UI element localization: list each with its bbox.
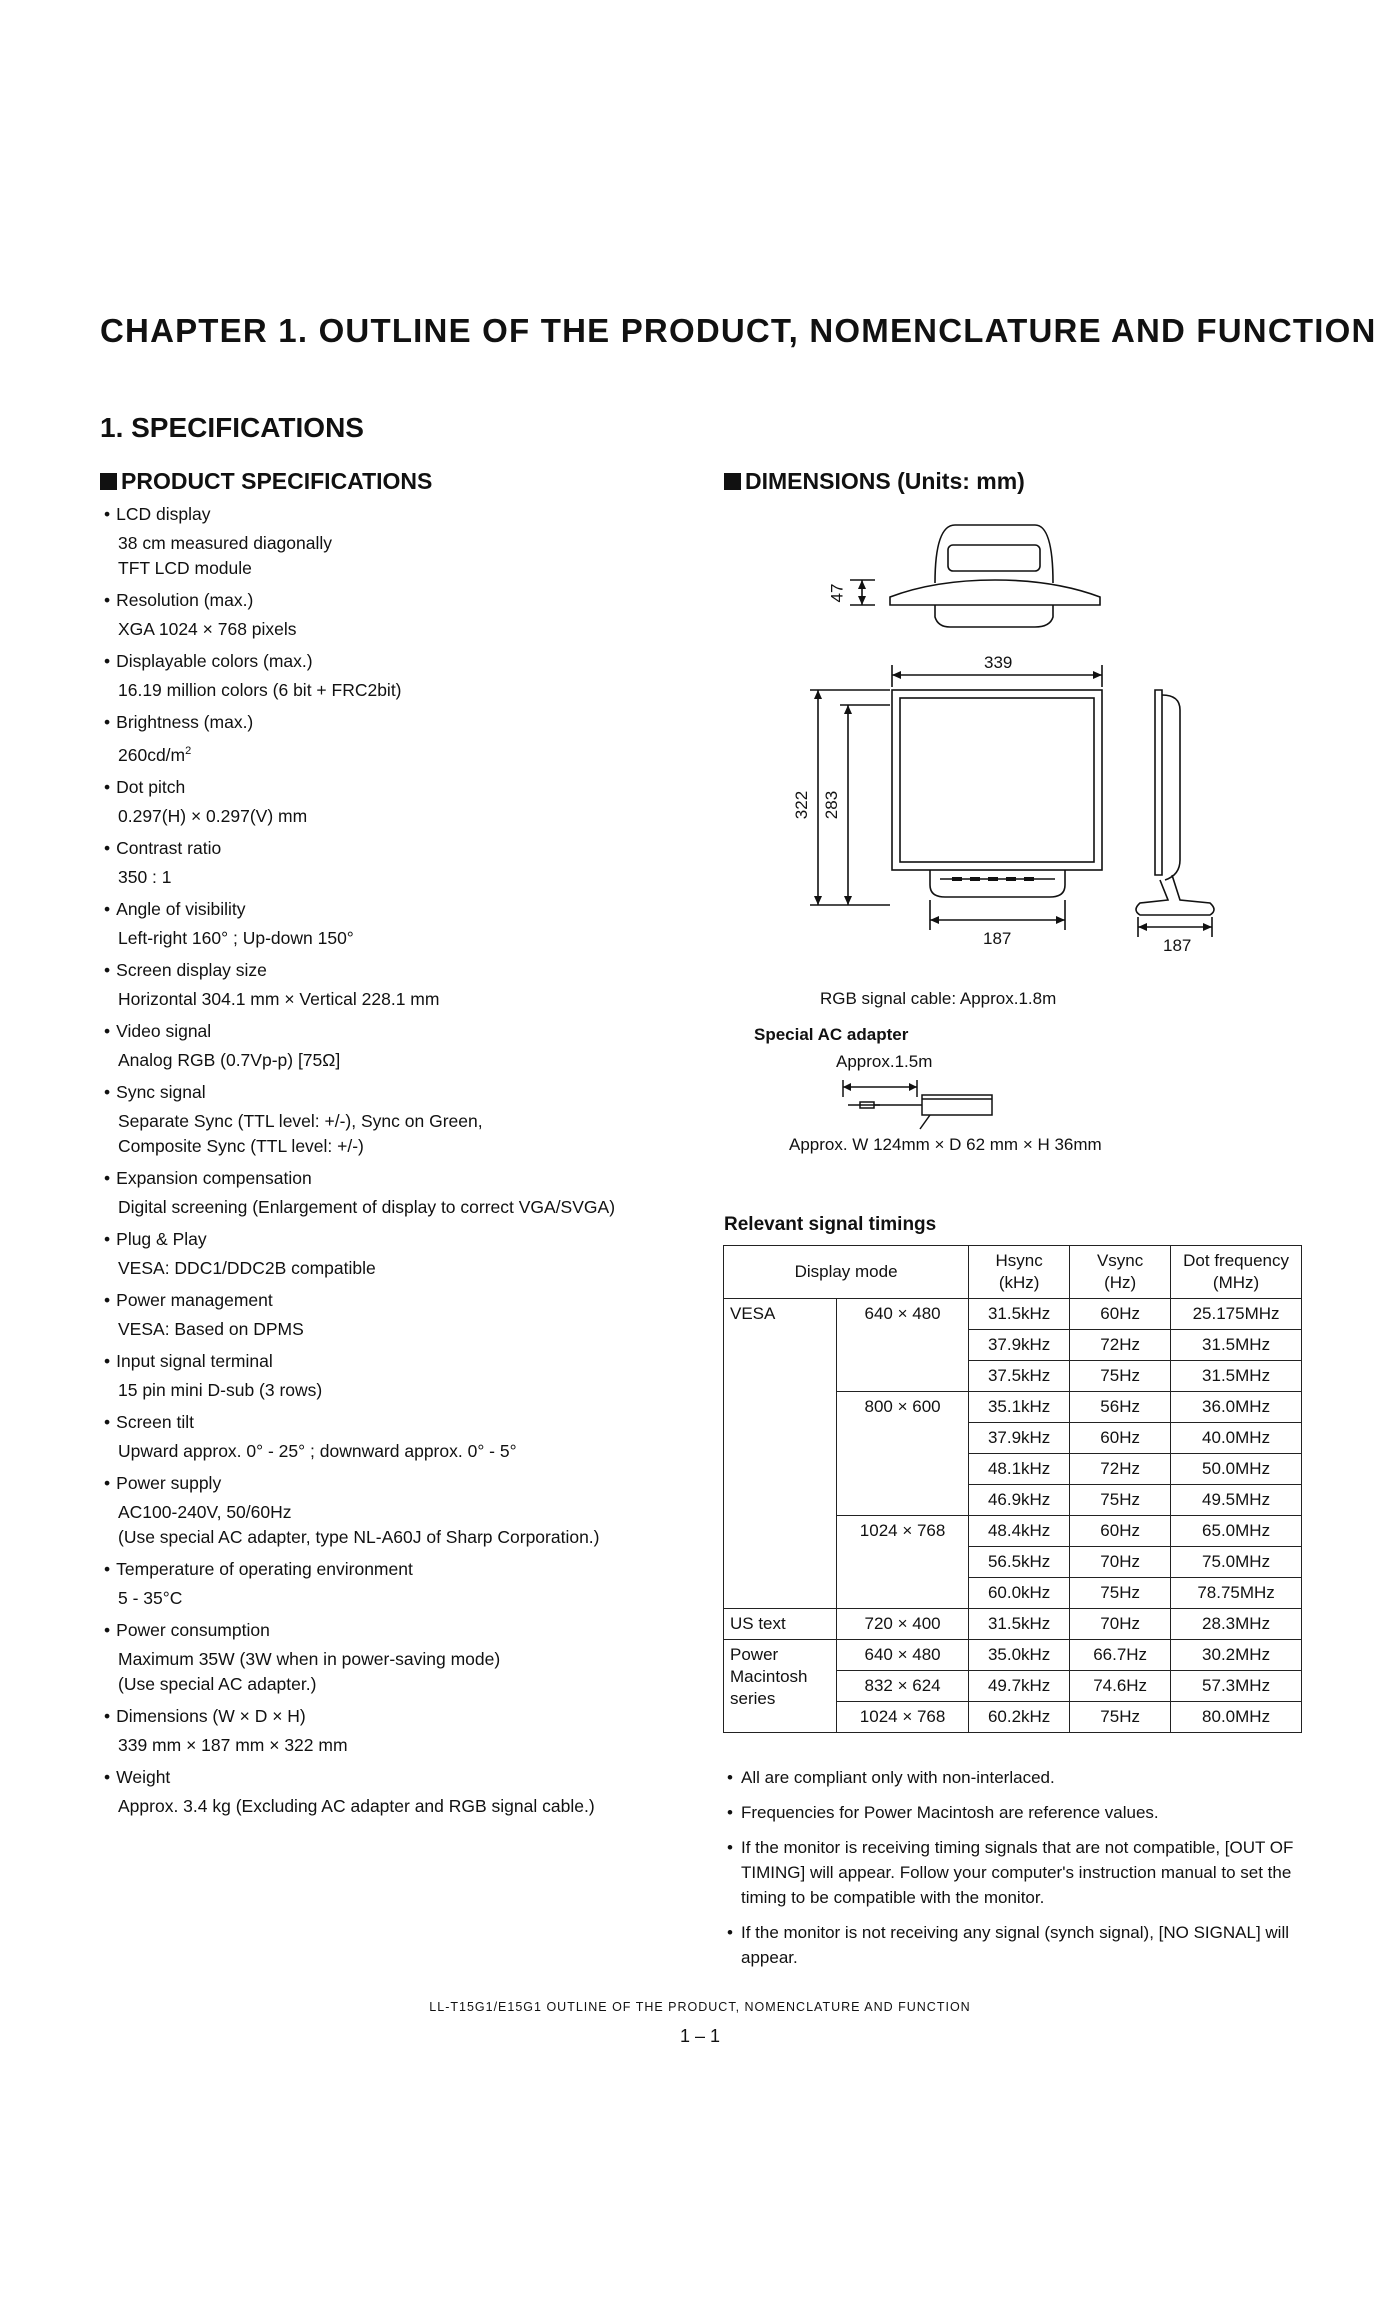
spec-value xyxy=(104,1436,664,1469)
spec-item xyxy=(104,1702,664,1763)
table-row xyxy=(724,1609,1302,1640)
spec-label: • Input signal terminal xyxy=(104,1347,664,1375)
hsync-cell: 48.1kHz xyxy=(969,1454,1070,1485)
col-display-mode: Display mode xyxy=(724,1246,969,1299)
side-view-back xyxy=(1162,695,1180,880)
dot-cell: 40.0MHz xyxy=(1171,1423,1302,1454)
table-row xyxy=(724,1640,1302,1671)
spec-label: • Plug & Play xyxy=(104,1225,664,1253)
resolution-cell: 832 × 624 xyxy=(837,1671,969,1702)
front-view-bezel xyxy=(892,690,1102,870)
spec-value xyxy=(104,614,664,647)
chapter-title: CHAPTER 1. OUTLINE OF THE PRODUCT, NOMENCLATURE AND FUNCTION xyxy=(100,312,1377,349)
side-view-stand xyxy=(1136,875,1214,915)
note-item: • All are compliant only with non-interlaced. xyxy=(727,1765,1307,1790)
spec-item xyxy=(104,834,664,895)
spec-value xyxy=(104,1497,664,1555)
adapter-size: Approx. W 124mm × D 62 mm × H 36mm xyxy=(789,1135,1102,1154)
group-cell: VESA xyxy=(724,1299,837,1609)
dot-cell: 25.175MHz xyxy=(1171,1299,1302,1330)
adapter-cord-length: Approx.1.5m xyxy=(836,1052,933,1071)
ac-adapter-icon xyxy=(840,1075,1000,1135)
vsync-cell: 60Hz xyxy=(1070,1516,1171,1547)
spec-value-text: XGA 1024 × 768 pixels xyxy=(118,619,297,639)
vsync-cell: 70Hz xyxy=(1070,1547,1171,1578)
page-number: 1 – 1 xyxy=(679,2026,721,2046)
vsync-cell: 60Hz xyxy=(1070,1299,1171,1330)
vsync-cell: 75Hz xyxy=(1070,1578,1171,1609)
spec-value-text: 339 mm × 187 mm × 322 mm xyxy=(118,1734,348,1755)
spec-value xyxy=(104,1375,664,1408)
dot-cell: 28.3MHz xyxy=(1171,1609,1302,1640)
timings-title: Relevant signal timings xyxy=(724,1214,937,1235)
spec-value-superscript: 2 xyxy=(185,745,192,757)
resolution-cell: 720 × 400 xyxy=(837,1609,969,1640)
spec-item xyxy=(104,1225,664,1286)
dot-cell: 65.0MHz xyxy=(1171,1516,1302,1547)
spec-item xyxy=(104,1555,664,1616)
spec-item xyxy=(104,647,664,708)
spec-value-text: Separate Sync (TTL level: +/-), Sync on Green, Composite Sync (TTL level: +/-) xyxy=(118,1110,483,1156)
spec-value-text: 16.19 million colors (6 bit + FRC2bit) xyxy=(118,680,402,700)
hsync-cell: 37.9kHz xyxy=(969,1330,1070,1361)
hsync-cell: 48.4kHz xyxy=(969,1516,1070,1547)
spec-value xyxy=(104,862,664,895)
resolution-cell: 640 × 480 xyxy=(837,1299,969,1392)
spec-label: • Displayable colors (max.) xyxy=(104,647,664,675)
spec-label: • Expansion compensation xyxy=(104,1164,664,1192)
spec-value xyxy=(104,1730,664,1763)
spec-value xyxy=(104,1106,664,1164)
depth-label: 47 xyxy=(827,583,847,603)
spec-value-text: 260cd/m xyxy=(118,744,186,765)
dot-cell: 36.0MHz xyxy=(1171,1392,1302,1423)
dot-cell: 50.0MHz xyxy=(1171,1454,1302,1485)
spec-value xyxy=(104,1192,664,1225)
spec-item xyxy=(104,1286,664,1347)
dimensions-heading: DIMENSIONS (Units: mm) xyxy=(724,468,1025,495)
spec-label: • Power management xyxy=(104,1286,664,1314)
width-label: 339 xyxy=(984,653,1013,672)
spec-value-text: VESA: Based on DPMS xyxy=(118,1318,304,1339)
hsync-cell: 46.9kHz xyxy=(969,1485,1070,1516)
top-view-screen-outline xyxy=(935,525,1053,583)
note-item: • Frequencies for Power Macintosh are reference values. xyxy=(727,1800,1307,1825)
base-front-label: 187 xyxy=(983,929,1012,948)
spec-value xyxy=(104,923,664,956)
dimension-arrows xyxy=(814,580,1212,931)
hsync-cell: 60.2kHz xyxy=(969,1702,1070,1733)
vsync-cell: 75Hz xyxy=(1070,1361,1171,1392)
col-dot-frequency: Dot frequency (MHz) xyxy=(1171,1246,1302,1299)
dot-cell: 57.3MHz xyxy=(1171,1671,1302,1702)
vsync-cell: 60Hz xyxy=(1070,1423,1171,1454)
spec-label: • LCD display xyxy=(104,500,664,528)
adapter-title: Special AC adapter xyxy=(754,1025,909,1044)
resolution-cell: 1024 × 768 xyxy=(837,1702,969,1733)
spec-value-text: Digital screening (Enlargement of display to correct VGA/SVGA) xyxy=(118,1196,616,1217)
height-screen-label: 283 xyxy=(822,790,842,820)
spec-item xyxy=(104,1763,664,1824)
rgb-cable-text: RGB signal cable: Approx.1.8m xyxy=(820,989,1057,1008)
spec-value-text: Horizontal 304.1 mm × Vertical 228.1 mm xyxy=(118,988,440,1009)
hsync-cell: 60.0kHz xyxy=(969,1578,1070,1609)
spec-value-text: Maximum 35W (3W when in power-saving mode) (Use special AC adapter.) xyxy=(118,1648,501,1694)
hsync-cell: 31.5kHz xyxy=(969,1609,1070,1640)
spec-label: • Screen display size xyxy=(104,956,664,984)
resolution-cell: 800 × 600 xyxy=(837,1392,969,1516)
spec-label: • Dot pitch xyxy=(104,773,664,801)
product-specs-heading: PRODUCT SPECIFICATIONS xyxy=(100,468,432,495)
spec-value xyxy=(104,1253,664,1286)
spec-value-text: Analog RGB (0.7Vp-p) [75Ω] xyxy=(118,1049,341,1070)
spec-item xyxy=(104,1408,664,1469)
spec-label: • Temperature of operating environment xyxy=(104,1555,664,1583)
spec-item xyxy=(104,1078,664,1164)
group-cell: Power Macintosh series xyxy=(724,1640,837,1733)
dot-cell: 31.5MHz xyxy=(1171,1361,1302,1392)
dot-cell: 78.75MHz xyxy=(1171,1578,1302,1609)
dot-cell: 30.2MHz xyxy=(1171,1640,1302,1671)
height-total-label: 322 xyxy=(792,790,812,820)
hsync-cell: 56.5kHz xyxy=(969,1547,1070,1578)
vsync-cell: 75Hz xyxy=(1070,1702,1171,1733)
spec-value xyxy=(104,1045,664,1078)
spec-value-text: VESA: DDC1/DDC2B compatible xyxy=(118,1257,376,1278)
top-view-stand xyxy=(935,605,1053,627)
spec-label: • Angle of visibility xyxy=(104,895,664,923)
hsync-cell: 37.5kHz xyxy=(969,1361,1070,1392)
spec-item xyxy=(104,1347,664,1408)
vsync-cell: 72Hz xyxy=(1070,1330,1171,1361)
spec-item xyxy=(104,500,664,586)
note-item: • If the monitor is not receiving any signal (synch signal), [NO SIGNAL] will appear. xyxy=(727,1920,1307,1970)
dot-cell: 80.0MHz xyxy=(1171,1702,1302,1733)
table-header-row xyxy=(724,1246,1302,1299)
spec-label: • Sync signal xyxy=(104,1078,664,1106)
spec-value xyxy=(104,984,664,1017)
note-item: • If the monitor is receiving timing signals that are not compatible, [OUT OF TIMING] will appear. Follow your computer's instruction manual to set the timing to be compatible with the monitor. xyxy=(727,1835,1307,1910)
resolution-cell: 1024 × 768 xyxy=(837,1516,969,1609)
vsync-cell: 56Hz xyxy=(1070,1392,1171,1423)
spec-label: • Screen tilt xyxy=(104,1408,664,1436)
spec-value-text: 0.297(H) × 0.297(V) mm xyxy=(118,805,308,826)
spec-value-text: 38 cm measured diagonally TFT LCD module xyxy=(118,533,333,578)
vsync-cell: 70Hz xyxy=(1070,1609,1171,1640)
spec-label: • Contrast ratio xyxy=(104,834,664,862)
spec-value xyxy=(104,528,664,586)
col-vsync: Vsync (Hz) xyxy=(1070,1246,1171,1299)
spec-value xyxy=(104,1644,664,1702)
square-bullet-icon xyxy=(724,473,741,490)
spec-value xyxy=(104,1314,664,1347)
spec-item xyxy=(104,895,664,956)
spec-item xyxy=(104,956,664,1017)
hsync-cell: 37.9kHz xyxy=(969,1423,1070,1454)
base-side-label: 187 xyxy=(1163,936,1192,955)
dot-cell: 49.5MHz xyxy=(1171,1485,1302,1516)
spec-value-text: 350 : 1 xyxy=(118,866,172,887)
spec-list xyxy=(104,500,664,1824)
dot-cell: 31.5MHz xyxy=(1171,1330,1302,1361)
spec-label: • Power supply xyxy=(104,1469,664,1497)
col-hsync: Hsync (kHz) xyxy=(969,1246,1070,1299)
resolution-cell: 640 × 480 xyxy=(837,1640,969,1671)
hsync-cell: 49.7kHz xyxy=(969,1671,1070,1702)
square-bullet-icon xyxy=(100,473,117,490)
spec-label: • Weight xyxy=(104,1763,664,1791)
spec-item xyxy=(104,1469,664,1555)
spec-item xyxy=(104,1164,664,1225)
dimension-drawings xyxy=(740,505,1260,1165)
front-view-screen xyxy=(900,698,1094,862)
spec-value-text: Left-right 160° ; Up-down 150° xyxy=(118,927,354,948)
spec-label: • Power consumption xyxy=(104,1616,664,1644)
front-view-stand xyxy=(930,870,1065,897)
hsync-cell: 31.5kHz xyxy=(969,1299,1070,1330)
hsync-cell: 35.0kHz xyxy=(969,1640,1070,1671)
top-view-window xyxy=(948,545,1040,571)
spec-value-text: AC100-240V, 50/60Hz (Use special AC adapter, type NL-A60J of Sharp Corporation.) xyxy=(118,1501,600,1547)
spec-value xyxy=(104,1791,664,1824)
spec-value-text: 5 - 35°C xyxy=(118,1587,183,1608)
spec-value xyxy=(104,1583,664,1616)
signal-timings-table xyxy=(723,1245,1302,1733)
dot-cell: 75.0MHz xyxy=(1171,1547,1302,1578)
top-view-base xyxy=(890,580,1100,605)
side-view-panel xyxy=(1155,690,1162,875)
spec-value xyxy=(104,736,664,773)
spec-item xyxy=(104,708,664,773)
spec-label: • Resolution (max.) xyxy=(104,586,664,614)
spec-item xyxy=(104,586,664,647)
table-row xyxy=(724,1299,1302,1330)
spec-value xyxy=(104,675,664,708)
vsync-cell: 75Hz xyxy=(1070,1485,1171,1516)
vsync-cell: 74.6Hz xyxy=(1070,1671,1171,1702)
spec-label: • Video signal xyxy=(104,1017,664,1045)
spec-label: • Dimensions (W × D × H) xyxy=(104,1702,664,1730)
hsync-cell: 35.1kHz xyxy=(969,1392,1070,1423)
group-cell: US text xyxy=(724,1609,837,1640)
spec-item xyxy=(104,1616,664,1702)
spec-value-text: 15 pin mini D-sub (3 rows) xyxy=(118,1379,323,1400)
spec-item xyxy=(104,1017,664,1078)
vsync-cell: 72Hz xyxy=(1070,1454,1171,1485)
spec-label: • Brightness (max.) xyxy=(104,708,664,736)
vsync-cell: 66.7Hz xyxy=(1070,1640,1171,1671)
spec-value-text: Approx. 3.4 kg (Excluding AC adapter and RGB signal cable.) xyxy=(118,1795,595,1816)
spec-value-text: Upward approx. 0° - 25° ; downward approx. 0° - 5° xyxy=(118,1440,517,1461)
section-title: 1. SPECIFICATIONS xyxy=(100,412,364,443)
notes-list xyxy=(727,1765,1307,1980)
spec-value xyxy=(104,801,664,834)
spec-item xyxy=(104,773,664,834)
page-footer: LL-T15G1/E15G1 OUTLINE OF THE PRODUCT, NOMENCLATURE AND FUNCTION xyxy=(429,2000,971,2014)
